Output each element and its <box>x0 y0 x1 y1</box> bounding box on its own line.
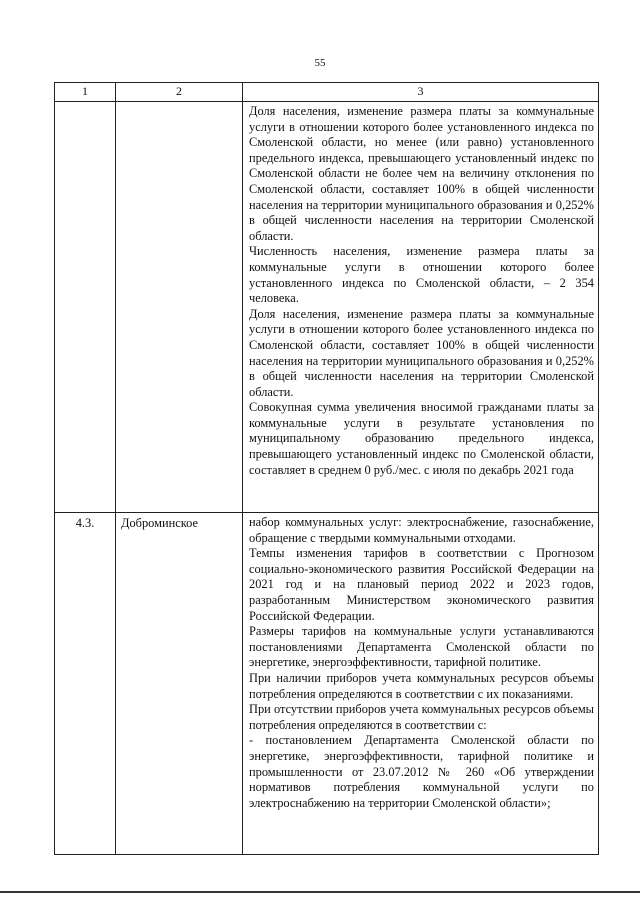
row-number-cell <box>55 102 116 513</box>
paragraph: набор коммунальных услуг: электроснабжение, газоснабжение, обращение с твердыми коммунальными отходами. <box>249 515 594 545</box>
paragraph: - постановлением Департамента Смоленской области по энергетике, энергоэффективности, тарифной политике и промышленности от 23.07.2012 № 260 «Об утверждении нормативов потребления коммунальной услуги по электроснабжению на территории Смоленской области»; <box>249 733 594 810</box>
paragraph: Совокупная сумма увеличения вносимой гражданами платы за коммунальные услуги в результате установления по муниципальному образованию предельного индекса, превышающего установленный индекс по Смоленской области, составляет в среднем 0 руб./мес. с июля по декабрь 2021 года <box>249 400 594 477</box>
paragraph: Доля населения, изменение размера платы за коммунальные услуги в отношении которого более установленного индекса по Смоленской области, составляет 100% в общей численности населения на территории муниципального образования и 0,252% в общей численности населения на территории Смоленской области. <box>249 306 594 399</box>
page-number: 55 <box>314 57 326 69</box>
description-cell <box>243 102 599 513</box>
table-row <box>55 513 599 855</box>
table-header-row <box>55 83 599 102</box>
paragraph: Численность населения, изменение размера платы за коммунальные услуги в отношении которого более установленного индекса по Смоленской области, – 2 354 человека. <box>249 244 594 306</box>
row-number-cell: 4.3. <box>55 513 116 855</box>
page-bottom-rule <box>0 891 640 893</box>
table-row <box>55 102 599 513</box>
document-table <box>54 82 599 855</box>
paragraph: Размеры тарифов на коммунальные услуги устанавливаются постановлениями Департамента Смоленской области по энергетике, энергоэффективности, тарифной политике. <box>249 624 594 670</box>
municipality-name-cell <box>116 102 243 513</box>
description-cell <box>243 513 599 855</box>
paragraph: Темпы изменения тарифов в соответствии с Прогнозом социально-экономического развития Российской Федерации на 2021 год и на плановый период 2022 и 2023 годов, разработанным Министерством экономического развития Российской Федерации. <box>249 546 594 623</box>
header-col-2: 2 <box>116 83 243 102</box>
paragraph: При отсутствии приборов учета коммунальных ресурсов объемы потребления определяются в соответствии с: <box>249 702 594 732</box>
paragraph: При наличии приборов учета коммунальных ресурсов объемы потребления определяются в соответствии с их показаниями. <box>249 670 594 701</box>
header-col-1: 1 <box>55 83 116 102</box>
paragraph: Доля населения, изменение размера платы за коммунальные услуги в отношении которого более установленного индекса по Смоленской области, но менее (или равно) установленного предельного индекса, превышающего установленный индекс по Смоленской области не более чем на величину отклонения по Смоленской области, составляет 100% в общей численности населения на территории муниципального образования и 0,252% в общей численности населения на территории Смоленской области. <box>249 104 594 243</box>
header-col-3: 3 <box>243 83 599 102</box>
municipality-name-cell: Доброминское <box>116 513 243 855</box>
